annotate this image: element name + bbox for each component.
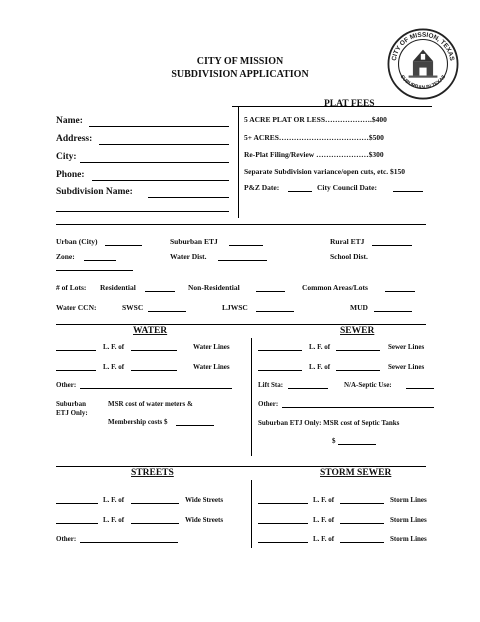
sewer-lf-label-1: L. F. of <box>309 343 331 351</box>
water-lf-field-1[interactable] <box>56 350 96 351</box>
streets-lf-field-2[interactable] <box>56 523 98 524</box>
water-lines-label-1: Water Lines <box>193 343 230 351</box>
streets-size-field-2[interactable] <box>131 523 179 524</box>
membership-costs-label: Membership costs $ <box>108 418 168 426</box>
lift-sta-label: Lift Sta: <box>258 381 284 389</box>
svg-text:SUBURBAN IN TEXAS: SUBURBAN IN TEXAS <box>398 74 448 91</box>
name-label: Name: <box>56 116 83 126</box>
zone-field-line2[interactable] <box>56 270 133 271</box>
water-other-field[interactable] <box>80 388 232 389</box>
water-suburban-label: Suburban <box>56 400 86 408</box>
residential-field[interactable] <box>145 291 175 292</box>
section-divider-2 <box>56 324 426 325</box>
subdivision-name-label: Subdivision Name: <box>56 187 133 197</box>
storm-lf-field-1[interactable] <box>258 503 308 504</box>
urban-label: Urban (City) <box>56 237 98 246</box>
form-title: CITY OF MISSION <box>196 56 284 67</box>
storm-lines-label-1: Storm Lines <box>390 496 427 504</box>
pz-date-field[interactable] <box>288 191 312 192</box>
sewer-lf-label-2: L. F. of <box>309 363 331 371</box>
streets-storm-divider <box>251 480 252 548</box>
urban-field[interactable] <box>105 245 142 246</box>
storm-lf-label-2: L. F. of <box>313 516 335 524</box>
storm-lf-label-1: L. F. of <box>313 496 335 504</box>
storm-lines-label-3: Storm Lines <box>390 535 427 543</box>
streets-other-field[interactable] <box>80 542 178 543</box>
fee-variance: Separate Subdivision variance/open cuts, etc. $150 <box>244 167 406 176</box>
school-dist-label: School Dist. <box>330 252 368 261</box>
non-residential-label: Non-Residential <box>188 283 240 292</box>
water-sewer-divider <box>251 338 252 456</box>
city-seal-logo <box>387 28 459 100</box>
storm-lines-label-2: Storm Lines <box>390 516 427 524</box>
sewer-lines-label-1: Sewer Lines <box>388 343 425 351</box>
water-size-field-2[interactable] <box>131 370 177 371</box>
na-septic-label: N/A-Septic Use: <box>344 381 392 389</box>
septic-msr-label: Suburban ETJ Only: MSR cost of Septic Tanks <box>258 419 400 427</box>
storm-lf-field-3[interactable] <box>258 542 308 543</box>
pz-date-label: P&Z Date: <box>244 183 280 192</box>
streets-lf-field-1[interactable] <box>56 503 98 504</box>
streets-lf-label-1: L. F. of <box>103 496 125 504</box>
streets-size-field-1[interactable] <box>131 503 179 504</box>
sewer-other-field[interactable] <box>282 407 434 408</box>
form-subtitle: SUBDIVISION APPLICATION <box>171 69 309 80</box>
storm-sewer-heading: STORM SEWER <box>320 468 392 478</box>
storm-size-field-3[interactable] <box>340 542 384 543</box>
water-dist-field[interactable] <box>218 260 267 261</box>
mud-label: MUD <box>350 303 368 312</box>
sewer-lines-label-2: Sewer Lines <box>388 363 425 371</box>
storm-size-field-2[interactable] <box>340 523 384 524</box>
residential-label: Residential <box>100 283 136 292</box>
plat-fees-divider <box>238 106 239 218</box>
water-lf-label-2: L. F. of <box>103 363 125 371</box>
storm-size-field-1[interactable] <box>340 503 384 504</box>
num-lots-label: # of Lots: <box>56 283 87 292</box>
subdivision-name-field[interactable] <box>148 197 229 198</box>
mud-field[interactable] <box>374 311 412 312</box>
suburban-etj-label: Suburban ETJ <box>170 237 218 246</box>
membership-costs-field[interactable] <box>176 425 214 426</box>
streets-other-label: Other: <box>56 535 77 543</box>
city-field[interactable] <box>80 162 229 163</box>
fee-5-acre: 5 ACRE PLAT OR LESS……………….$400 <box>244 115 387 124</box>
phone-label: Phone: <box>56 170 85 180</box>
section-divider-1 <box>56 224 426 225</box>
suburban-etj-field[interactable] <box>229 245 263 246</box>
lift-sta-field[interactable] <box>288 388 328 389</box>
water-size-field-1[interactable] <box>131 350 177 351</box>
storm-lf-field-2[interactable] <box>258 523 308 524</box>
address-label: Address: <box>56 134 93 144</box>
ljwsc-label: LJWSC <box>222 303 248 312</box>
sewer-lf-field-1[interactable] <box>258 350 302 351</box>
streets-heading: STREETS <box>131 468 174 478</box>
council-date-label: City Council Date: <box>317 183 377 192</box>
name-field[interactable] <box>89 126 229 127</box>
address-field[interactable] <box>99 144 229 145</box>
ljwsc-field[interactable] <box>256 311 294 312</box>
swsc-label: SWSC <box>122 303 144 312</box>
wide-streets-label-2: Wide Streets <box>185 516 224 524</box>
water-other-label: Other: <box>56 381 77 389</box>
subdivision-name-field-line2[interactable] <box>56 211 229 212</box>
septic-dollar-label: $ <box>332 437 336 445</box>
phone-field[interactable] <box>92 180 229 181</box>
sewer-lf-field-2[interactable] <box>258 370 302 371</box>
council-date-field[interactable] <box>393 191 423 192</box>
rural-etj-label: Rural ETJ <box>330 237 365 246</box>
fee-5-plus-acres: 5+ ACRES………………………………$500 <box>244 133 384 142</box>
na-septic-field[interactable] <box>406 388 434 389</box>
storm-lf-label-3: L. F. of <box>313 535 335 543</box>
rural-etj-field[interactable] <box>372 245 412 246</box>
fee-replat: Re-Plat Filing/Review …………………$300 <box>244 150 384 159</box>
sewer-size-field-1[interactable] <box>336 350 380 351</box>
common-areas-label: Common Areas/Lots <box>302 283 368 292</box>
plat-fees-heading: PLAT FEES <box>324 99 375 109</box>
water-lf-label-1: L. F. of <box>103 343 125 351</box>
water-lf-field-2[interactable] <box>56 370 96 371</box>
sewer-heading: SEWER <box>340 326 375 336</box>
common-areas-field[interactable] <box>385 291 415 292</box>
svg-text:CITY OF MISSION, TEXAS: CITY OF MISSION, TEXAS <box>390 31 456 62</box>
water-etj-only-label: ETJ Only: <box>56 409 88 417</box>
msr-water-meters-label: MSR cost of water meters & <box>108 400 193 408</box>
non-residential-field[interactable] <box>256 291 285 292</box>
sewer-other-label: Other: <box>258 400 279 408</box>
sewer-size-field-2[interactable] <box>336 370 380 371</box>
water-heading: WATER <box>133 326 168 336</box>
zone-field[interactable] <box>84 260 116 261</box>
wide-streets-label-1: Wide Streets <box>185 496 224 504</box>
water-dist-label: Water Dist. <box>170 252 207 261</box>
water-ccn-label: Water CCN: <box>56 303 97 312</box>
section-divider-3 <box>56 466 426 467</box>
water-lines-label-2: Water Lines <box>193 363 230 371</box>
streets-lf-label-2: L. F. of <box>103 516 125 524</box>
zone-label: Zone: <box>56 252 75 261</box>
septic-cost-field[interactable] <box>338 444 376 445</box>
swsc-field[interactable] <box>148 311 186 312</box>
city-label: City: <box>56 152 77 162</box>
